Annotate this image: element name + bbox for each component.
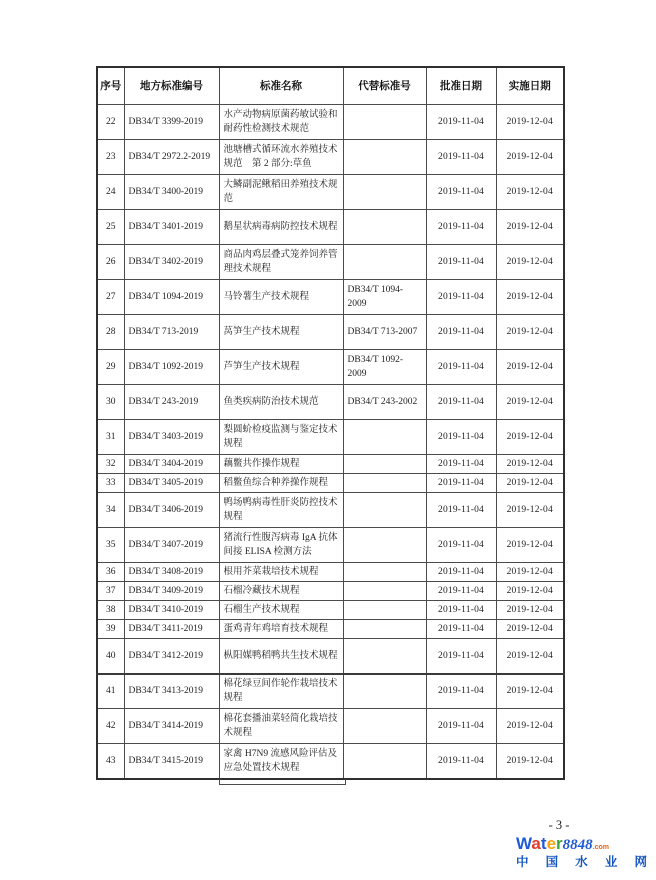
implementation-date-cell: 2019-12-04 [496, 350, 564, 385]
table-row [97, 639, 564, 674]
table-header-row [97, 67, 564, 105]
header-implementation-date: 实施日期 [496, 67, 564, 105]
replaced-code-cell [343, 639, 426, 674]
approval-date-cell: 2019-11-04 [426, 385, 496, 420]
standard-name-cell: 藕鳖共作操作规程 [219, 455, 343, 474]
replaced-code-cell: DB34/T 243-2002 [343, 385, 426, 420]
implementation-date-cell: 2019-12-04 [496, 175, 564, 210]
standard-code-cell: DB34/T 3406-2019 [124, 493, 219, 528]
table-row [97, 140, 564, 175]
table-row [97, 455, 564, 474]
standard-code-cell: DB34/T 3402-2019 [124, 245, 219, 280]
standard-name-cell: 鹅星状病毒病防控技术规程 [219, 210, 343, 245]
logo-letter: t [540, 834, 547, 853]
implementation-date-cell: 2019-12-04 [496, 563, 564, 582]
serial-number-cell: 24 [97, 175, 124, 210]
standard-code-cell: DB34/T 3400-2019 [124, 175, 219, 210]
standard-code-cell: DB34/T 243-2019 [124, 385, 219, 420]
implementation-date-cell: 2019-12-04 [496, 315, 564, 350]
standard-name-cell: 水产动物病原菌药敏试验和耐药性检测技术规范 [219, 105, 343, 140]
standard-name-cell: 枞阳媒鸭稻鸭共生技术规程 [219, 639, 343, 674]
serial-number-cell: 39 [97, 620, 124, 639]
implementation-date-cell: 2019-12-04 [496, 385, 564, 420]
logo-letter: r [556, 834, 563, 853]
replaced-code-cell: DB34/T 1094-2009 [343, 280, 426, 315]
standard-name-cell: 大鳞副泥鳅稻田养殖技术规范 [219, 175, 343, 210]
logo-letter: a [531, 834, 541, 853]
table-row [97, 474, 564, 493]
standard-name-cell: 猪流行性腹泻病毒 IgA 抗体间接 ELISA 检测方法 [219, 528, 343, 563]
logo-wordmark [516, 835, 650, 853]
replaced-code-cell [343, 528, 426, 563]
table-row [97, 105, 564, 140]
logo-letter: W [516, 834, 532, 853]
standard-name-cell: 稻鳖鱼综合种养操作规程 [219, 474, 343, 493]
replaced-code-cell [343, 210, 426, 245]
replaced-code-cell [343, 140, 426, 175]
serial-number-cell: 22 [97, 105, 124, 140]
table-row [97, 385, 564, 420]
replaced-code-cell [343, 582, 426, 601]
standard-code-cell: DB34/T 713-2019 [124, 315, 219, 350]
serial-number-cell: 33 [97, 474, 124, 493]
approval-date-cell: 2019-11-04 [426, 601, 496, 620]
serial-number-cell: 29 [97, 350, 124, 385]
standard-code-cell: DB34/T 3413-2019 [124, 674, 219, 709]
standard-name-cell: 鸭场鸭病毒性肝炎防控技术规程 [219, 493, 343, 528]
approval-date-cell: 2019-11-04 [426, 210, 496, 245]
approval-date-cell: 2019-11-04 [426, 175, 496, 210]
header-approval-date: 批准日期 [426, 67, 496, 105]
standard-code-cell: DB34/T 3408-2019 [124, 563, 219, 582]
standard-code-cell: DB34/T 1092-2019 [124, 350, 219, 385]
serial-number-cell: 38 [97, 601, 124, 620]
standard-name-cell: 石榴冷藏技术规程 [219, 582, 343, 601]
approval-date-cell: 2019-11-04 [426, 105, 496, 140]
approval-date-cell: 2019-11-04 [426, 528, 496, 563]
standard-code-cell: DB34/T 3401-2019 [124, 210, 219, 245]
replaced-code-cell [343, 601, 426, 620]
table-row [97, 315, 564, 350]
serial-number-cell: 35 [97, 528, 124, 563]
approval-date-cell: 2019-11-04 [426, 674, 496, 709]
replaced-code-cell [343, 245, 426, 280]
standard-name-cell: 梨圆蚧检疫监测与鉴定技术规程 [219, 420, 343, 455]
approval-date-cell: 2019-11-04 [426, 280, 496, 315]
standard-code-cell: DB34/T 3409-2019 [124, 582, 219, 601]
table-row [97, 709, 564, 744]
table-row [97, 280, 564, 315]
standard-name-cell: 芦笋生产技术规程 [219, 350, 343, 385]
replaced-code-cell [343, 744, 426, 779]
replaced-code-cell [343, 674, 426, 709]
table-row [97, 420, 564, 455]
page-number: - 3 - [548, 818, 570, 832]
serial-number-cell: 28 [97, 315, 124, 350]
standard-name-cell: 棉花绿豆间作轮作栽培技术规程 [219, 674, 343, 709]
standard-name-cell: 马铃薯生产技术规程 [219, 280, 343, 315]
serial-number-cell: 42 [97, 709, 124, 744]
logo-subtitle [516, 856, 647, 869]
serial-number-cell: 25 [97, 210, 124, 245]
standard-code-cell: DB34/T 3411-2019 [124, 620, 219, 639]
replaced-code-cell [343, 175, 426, 210]
replaced-code-cell [343, 620, 426, 639]
standard-code-cell: DB34/T 3399-2019 [124, 105, 219, 140]
table-row [97, 582, 564, 601]
replaced-code-cell [343, 455, 426, 474]
table-row [97, 175, 564, 210]
approval-date-cell: 2019-11-04 [426, 140, 496, 175]
standard-code-cell: DB34/T 3410-2019 [124, 601, 219, 620]
serial-number-cell: 31 [97, 420, 124, 455]
header-serial-number: 序号 [97, 67, 124, 105]
serial-number-cell: 23 [97, 140, 124, 175]
table-row [97, 744, 564, 779]
replaced-code-cell [343, 709, 426, 744]
serial-number-cell: 40 [97, 639, 124, 674]
standard-name-cell: 池塘槽式循环流水养殖技术规范 第 2 部分:草鱼 [219, 140, 343, 175]
implementation-date-cell: 2019-12-04 [496, 528, 564, 563]
approval-date-cell: 2019-11-04 [426, 350, 496, 385]
logo-subtitle-char: 业 [604, 855, 618, 869]
approval-date-cell: 2019-11-04 [426, 620, 496, 639]
logo-domain-suffix: .com [592, 844, 609, 851]
implementation-date-cell: 2019-12-04 [496, 709, 564, 744]
approval-date-cell: 2019-11-04 [426, 744, 496, 779]
standard-code-cell: DB34/T 3412-2019 [124, 639, 219, 674]
replaced-code-cell [343, 563, 426, 582]
table-row [97, 674, 564, 709]
serial-number-cell: 43 [97, 744, 124, 779]
replaced-code-cell [343, 105, 426, 140]
approval-date-cell: 2019-11-04 [426, 474, 496, 493]
serial-number-cell: 27 [97, 280, 124, 315]
implementation-date-cell: 2019-12-04 [496, 280, 564, 315]
logo-subtitle-char: 网 [634, 855, 647, 869]
logo-subtitle-char: 国 [545, 855, 559, 869]
standards-table [96, 66, 565, 780]
serial-number-cell: 30 [97, 385, 124, 420]
serial-number-cell: 26 [97, 245, 124, 280]
approval-date-cell: 2019-11-04 [426, 315, 496, 350]
header-replaced-standard-code: 代替标准号 [343, 67, 426, 105]
logo-number: 8848 [562, 837, 593, 853]
table-row [97, 563, 564, 582]
implementation-date-cell: 2019-12-04 [496, 140, 564, 175]
replaced-code-cell [343, 474, 426, 493]
replaced-code-cell [343, 420, 426, 455]
serial-number-cell: 32 [97, 455, 124, 474]
standard-name-cell: 商品肉鸡层叠式笼养饲养管理技术规程 [219, 245, 343, 280]
header-local-standard-code: 地方标准编号 [124, 67, 219, 105]
implementation-date-cell: 2019-12-04 [496, 245, 564, 280]
water8848-logo [516, 835, 650, 869]
implementation-date-cell: 2019-12-04 [496, 674, 564, 709]
standard-name-cell: 石榴生产技术规程 [219, 601, 343, 620]
table-row [97, 210, 564, 245]
approval-date-cell: 2019-11-04 [426, 582, 496, 601]
standard-code-cell: DB34/T 3407-2019 [124, 528, 219, 563]
standard-name-cell: 蛋鸡青年鸡培育技术规程 [219, 620, 343, 639]
implementation-date-cell: 2019-12-04 [496, 210, 564, 245]
table-row [97, 350, 564, 385]
logo-letter: e [546, 834, 557, 853]
replaced-code-cell: DB34/T 1092-2009 [343, 350, 426, 385]
serial-number-cell: 37 [97, 582, 124, 601]
serial-number-cell: 34 [97, 493, 124, 528]
approval-date-cell: 2019-11-04 [426, 493, 496, 528]
table-row [97, 493, 564, 528]
standard-code-cell: DB34/T 3415-2019 [124, 744, 219, 779]
implementation-date-cell: 2019-12-04 [496, 455, 564, 474]
standard-code-cell: DB34/T 2972.2-2019 [124, 140, 219, 175]
implementation-date-cell: 2019-12-04 [496, 620, 564, 639]
standard-code-cell: DB34/T 3405-2019 [124, 474, 219, 493]
standard-name-cell: 棉花套播油菜轻简化栽培技术规程 [219, 709, 343, 744]
approval-date-cell: 2019-11-04 [426, 709, 496, 744]
standard-code-cell: DB34/T 3414-2019 [124, 709, 219, 744]
table-row [97, 528, 564, 563]
table-row [97, 601, 564, 620]
standard-name-cell: 根用芥菜栽培技术规程 [219, 563, 343, 582]
standard-name-cell: 家禽 H7N9 流感风险评估及应急处置技术规程 [219, 744, 343, 779]
implementation-date-cell: 2019-12-04 [496, 474, 564, 493]
name-column-bottom-extension [219, 779, 346, 785]
implementation-date-cell: 2019-12-04 [496, 601, 564, 620]
logo-word [516, 836, 563, 853]
implementation-date-cell: 2019-12-04 [496, 582, 564, 601]
standard-code-cell: DB34/T 3404-2019 [124, 455, 219, 474]
approval-date-cell: 2019-11-04 [426, 245, 496, 280]
logo-subtitle-char: 中 [516, 855, 529, 869]
implementation-date-cell: 2019-12-04 [496, 420, 564, 455]
standard-code-cell: DB34/T 1094-2019 [124, 280, 219, 315]
logo-subtitle-char: 水 [575, 855, 588, 869]
approval-date-cell: 2019-11-04 [426, 455, 496, 474]
approval-date-cell: 2019-11-04 [426, 563, 496, 582]
approval-date-cell: 2019-11-04 [426, 420, 496, 455]
approval-date-cell: 2019-11-04 [426, 639, 496, 674]
implementation-date-cell: 2019-12-04 [496, 493, 564, 528]
replaced-code-cell: DB34/T 713-2007 [343, 315, 426, 350]
replaced-code-cell [343, 493, 426, 528]
serial-number-cell: 36 [97, 563, 124, 582]
serial-number-cell: 41 [97, 674, 124, 709]
standard-code-cell: DB34/T 3403-2019 [124, 420, 219, 455]
standard-name-cell: 鱼类疾病防治技术规范 [219, 385, 343, 420]
table-row [97, 620, 564, 639]
standard-name-cell: 莴笋生产技术规程 [219, 315, 343, 350]
standards-table-container [96, 66, 565, 780]
implementation-date-cell: 2019-12-04 [496, 639, 564, 674]
header-standard-name: 标准名称 [219, 67, 343, 105]
table-row [97, 245, 564, 280]
implementation-date-cell: 2019-12-04 [496, 105, 564, 140]
implementation-date-cell: 2019-12-04 [496, 744, 564, 779]
